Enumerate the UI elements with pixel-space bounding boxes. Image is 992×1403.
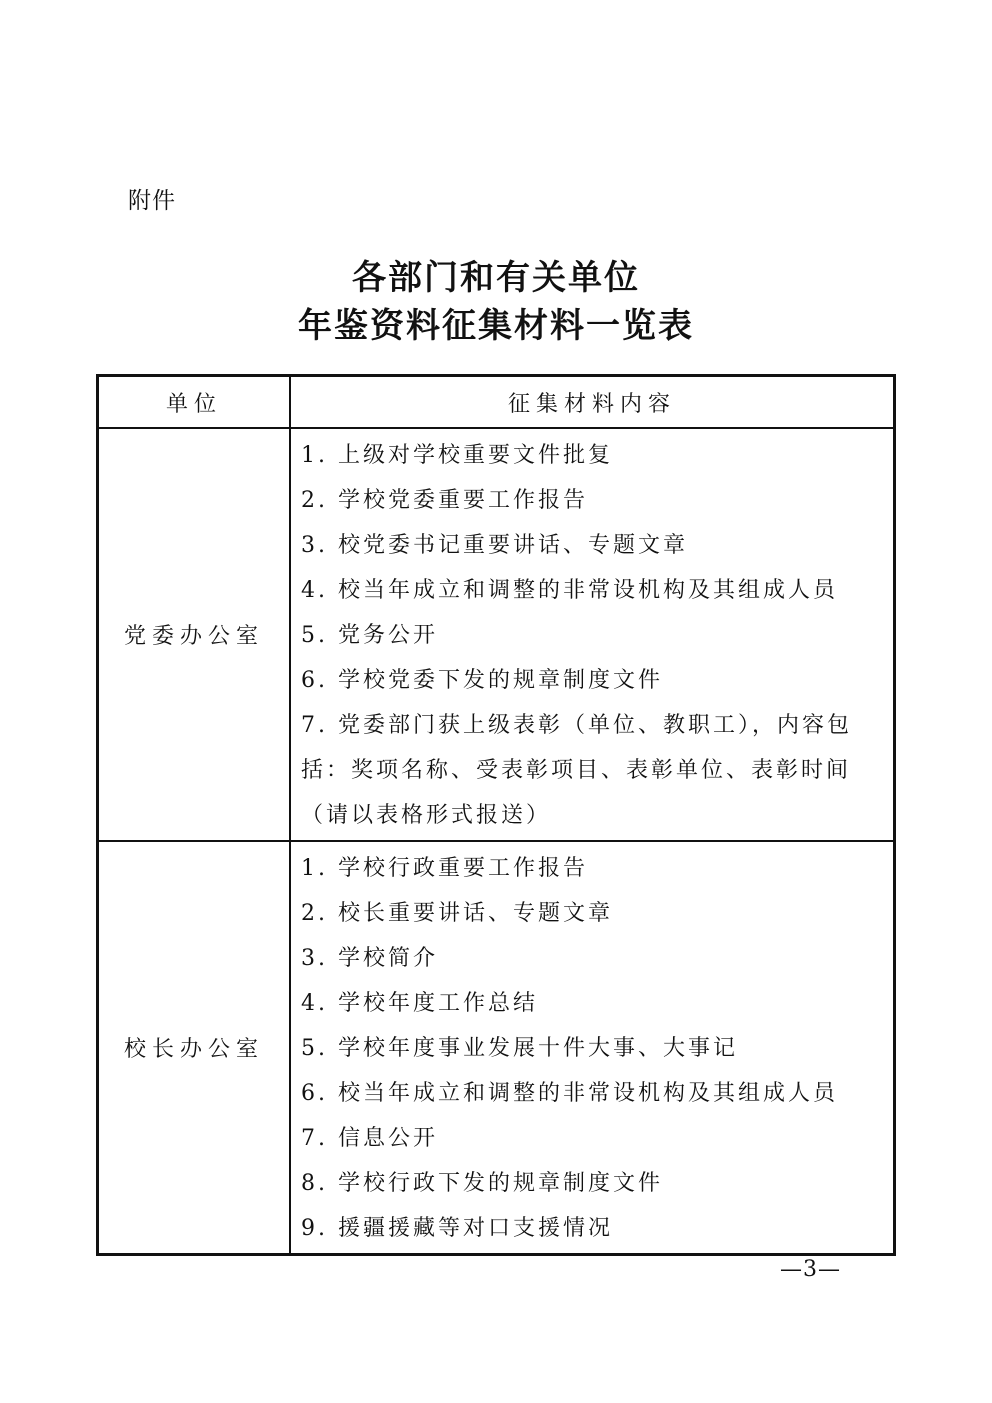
- document-title-line-2: 年鉴资料征集材料一览表: [298, 306, 694, 346]
- list-item: 7. 信息公开: [301, 1126, 438, 1151]
- list-item: 4. 学校年度工作总结: [301, 991, 538, 1016]
- table-header-row: [98, 376, 895, 429]
- unit-cell-party-office: 党委办公室: [98, 428, 291, 841]
- list-item: 2. 学校党委重要工作报告: [301, 488, 588, 513]
- list-item: 5. 学校年度事业发展十件大事、大事记: [301, 1036, 738, 1061]
- list-item: 6. 学校党委下发的规章制度文件: [301, 668, 663, 693]
- table-row: [98, 428, 895, 841]
- items-cell-party-office: [290, 428, 895, 841]
- header-content: 征集材料内容: [290, 376, 895, 429]
- list-item: 3. 学校简介: [301, 946, 438, 971]
- list-item: 2. 校长重要讲话、专题文章: [301, 901, 613, 926]
- table-row: [98, 841, 895, 1255]
- list-item: 3. 校党委书记重要讲话、专题文章: [301, 533, 688, 558]
- list-item: 1. 上级对学校重要文件批复: [301, 443, 613, 468]
- items-cell-president-office: [290, 841, 895, 1255]
- list-item: 9. 援疆援藏等对口支援情况: [301, 1216, 613, 1241]
- page-number: —3—: [780, 1257, 841, 1282]
- unit-cell-president-office: 校长办公室: [98, 841, 291, 1255]
- list-item: 1. 学校行政重要工作报告: [301, 856, 588, 881]
- list-item: 5. 党务公开: [301, 623, 438, 648]
- materials-table: [96, 374, 896, 1256]
- list-item: 8. 学校行政下发的规章制度文件: [301, 1171, 663, 1196]
- document-title-line-1: 各部门和有关单位: [352, 258, 640, 298]
- attachment-label: 附件: [128, 188, 176, 214]
- header-unit: 单位: [98, 376, 291, 429]
- list-item: 6. 校当年成立和调整的非常设机构及其组成人员: [301, 1081, 838, 1106]
- list-item: 7. 党委部门获上级表彰（单位、教职工），内容包括：奖项名称、受表彰项目、表彰单位、表彰时间（请以表格形式报送）: [301, 713, 852, 828]
- list-item: 4. 校当年成立和调整的非常设机构及其组成人员: [301, 578, 838, 603]
